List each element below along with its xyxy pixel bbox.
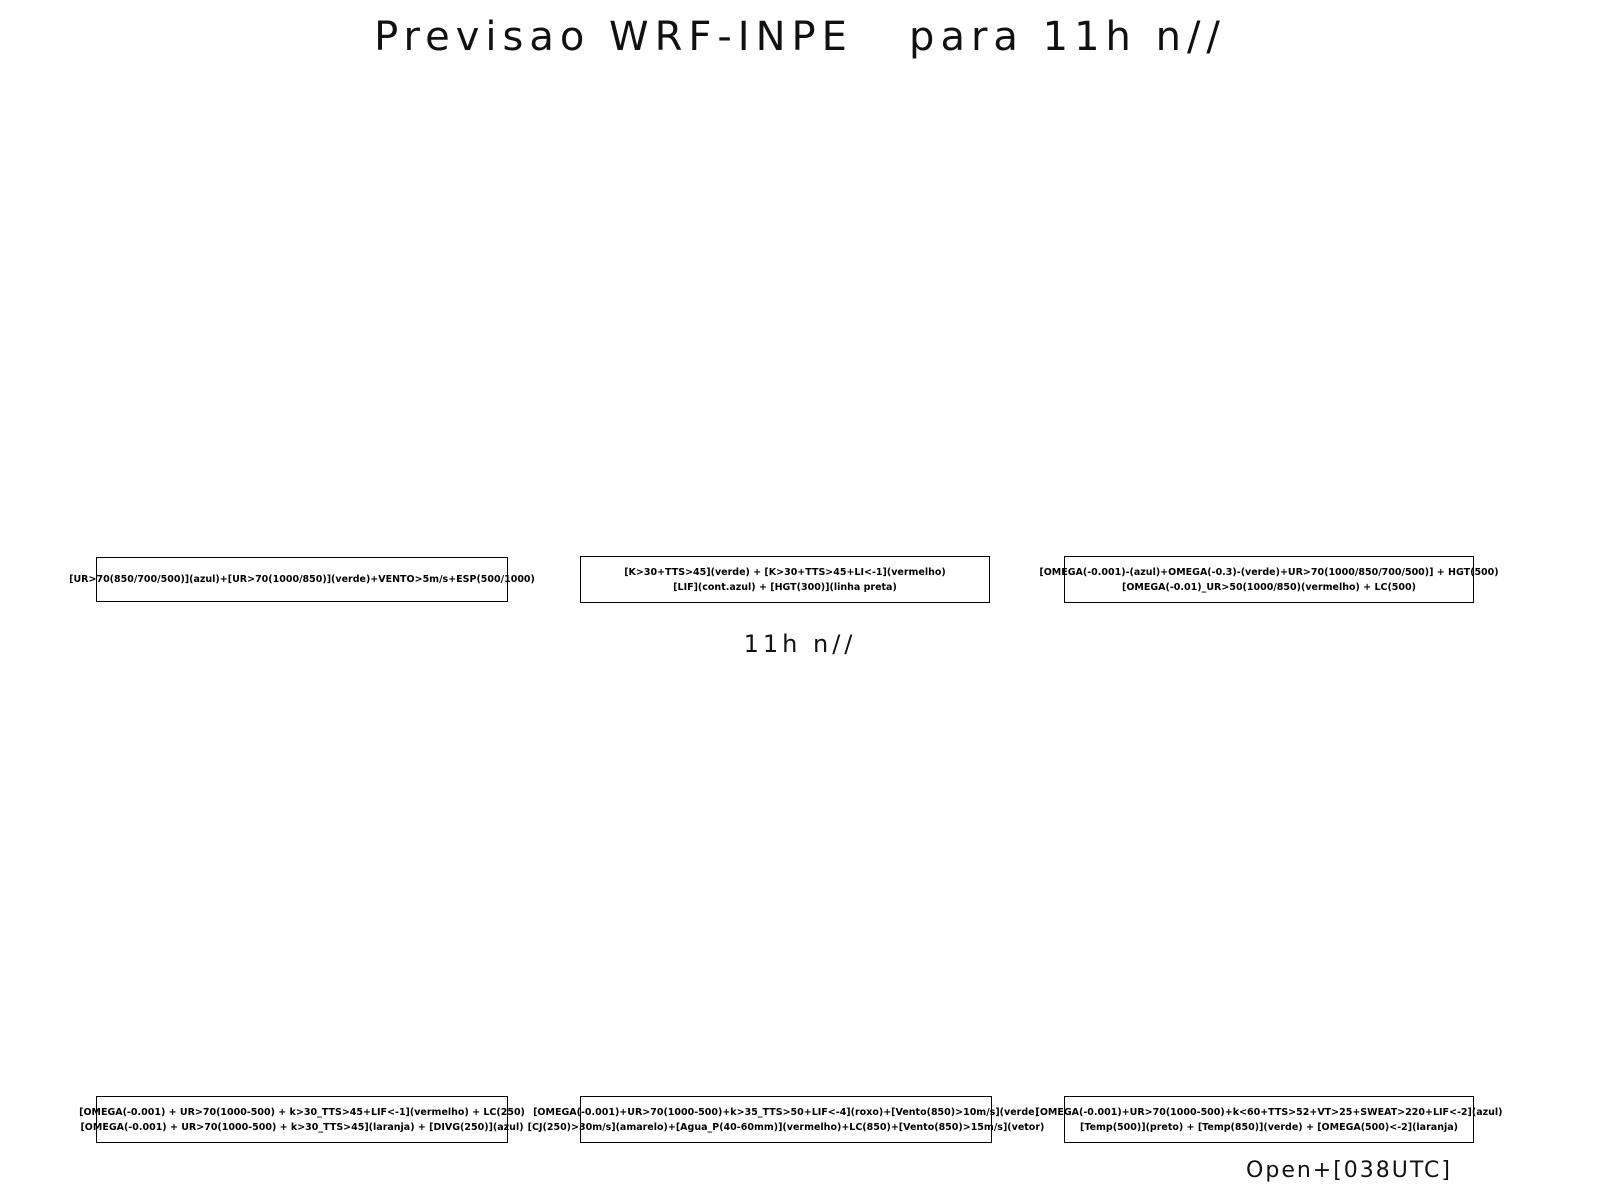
legend-line: [OMEGA(-0.001)-(azul)+OMEGA(-0.3)-(verde)+UR>70(1000/850/700/500)] + HGT(500) [1039,566,1499,578]
panel-bottom-left [96,680,508,1090]
legend-line: [OMEGA(-0.001)+UR>70(1000-500)+k>35_TTS>50+LIF<-4](roxo)+[Vento(850)>10m/s](verde) [533,1106,1039,1118]
panel-top-left [96,100,508,550]
page-title: Previsao WRF-INPE para 11h n// [374,14,1226,60]
legend-box-bottom-left [79,1096,525,1143]
legend-line: [OMEGA(-0.001) + UR>70(1000-500) + k>30_TTS>45+LIF<-1](vermelho) + LC(250) [79,1106,525,1118]
legend-line: [OMEGA(-0.001)+UR>70(1000-500)+k<60+TTS>52+VT>25+SWEAT>220+LIF<-2](azul) [1035,1106,1503,1118]
footer-time-label: Open+[038UTC] [1246,1158,1452,1183]
center-time-label: 11h n// [743,630,857,658]
legend-line: [K>30+TTS>45](verde) + [K>30+TTS>45+LI<-1](vermelho) [624,566,946,578]
legend-line: [OMEGA(-0.01)_UR>50(1000/850)(vermelho) + LC(500) [1122,581,1416,593]
panel-bottom-center [580,680,992,1090]
legend-box-bottom-right [1035,1096,1503,1143]
legend-line: [LIF](cont.azul) + [HGT(300)](linha preta) [673,581,897,593]
legend-box-top-center [580,556,990,603]
panel-top-center [580,100,990,550]
legend-box-top-left [69,557,535,602]
legend-line: [Temp(500)](preto) + [Temp(850)](verde) + [OMEGA(500)<-2](laranja) [1080,1121,1458,1133]
panel-top-right [1064,100,1474,550]
legend-line: [CJ(250)>30m/s](amarelo)+[Agua_P(40-60mm)](vermelho)+LC(850)+[Vento(850)>15m/s](vetor) [527,1121,1045,1133]
legend-box-bottom-center [527,1096,1045,1143]
panel-bottom-right [1064,680,1474,1090]
legend-line: [OMEGA(-0.001) + UR>70(1000-500) + k>30_TTS>45](laranja) + [DIVG(250)](azul) [80,1121,524,1133]
legend-line: [UR>70(850/700/500)](azul)+[UR>70(1000/850)](verde)+VENTO>5m/s+ESP(500/1000) [69,574,535,585]
legend-box-top-right [1039,556,1499,603]
